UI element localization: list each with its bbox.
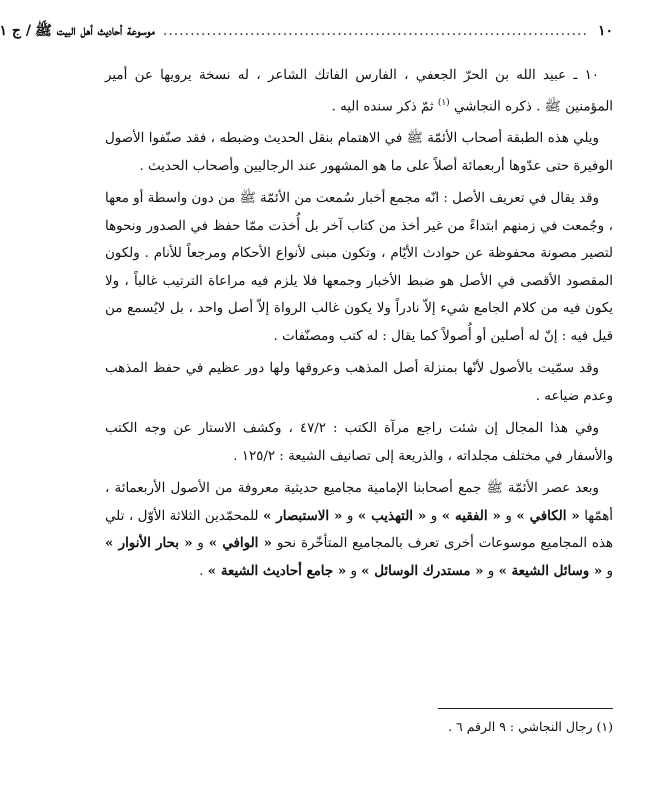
footnote-text: رجال النجاشي : ٩ الرقم ٦ . bbox=[448, 719, 597, 734]
text-run: و bbox=[602, 563, 613, 579]
text-run: و bbox=[500, 508, 517, 524]
bold-title: « الاستبصار » bbox=[263, 507, 343, 524]
text-run: و bbox=[192, 536, 209, 552]
text-run: . bbox=[199, 563, 208, 579]
text-run: وقد سمّيت بالأصول لأنّها بمنزلة أصل المذهب وعروقها ولها دور عظيم في حفظ المذهب وعدم ضياعه . bbox=[105, 361, 613, 404]
footnote bbox=[448, 718, 613, 736]
paragraph bbox=[105, 125, 613, 180]
bold-title: « الفقيه » bbox=[441, 507, 501, 524]
paragraph bbox=[105, 355, 613, 410]
text-run: و bbox=[342, 508, 358, 524]
text-run: ويلي هذه الطبقة أصحاب الأئمّة ﷺ في الاهتمام بنقل الحديث وضبطه ، فقد صنّفوا الأصول الوفيرة حتى عدّوها أربعمائة أصلاً على ما هو المشهور عند الرجاليين وأصحاب الحديث . bbox=[105, 131, 613, 174]
text-run: وقد يقال في تعريف الأصل : انّه مجمع أخبار سُمعت من الأئمّة ﷺ من دون واسطة أو معها ، وجُمعت في زمنهم ابتداءً من غير أخذ من كتاب آخر بل أُخذت ممّا حفظ في الصدور ونحوها لتصير مصونة محفوظة عن حوادث الأيّام ، وتكون مبنى لأنواع الأحكام ومرجعاً للأنام . ولكون المقصود الأقصى في الأصل هو ضبط الأخبار وجمعها فلا يلزم فيه مراعاة الترتيب غالباً ، ولا يكون فيه من كلام الجامع شيء إلاّ نادراً ولا يكون غالب الرواة إلاّ أصل واحد ، بل لايُسمع من قيل فيه : إنّ له أصلين أو أُصولاً كما يقال : له كتب ومصنّفات . bbox=[105, 191, 613, 344]
paragraph bbox=[105, 415, 613, 470]
bold-title: « جامع أحاديث الشيعة » bbox=[207, 562, 347, 579]
text-run: و bbox=[483, 563, 499, 579]
bold-title: « بحار الأنوار » bbox=[105, 535, 193, 552]
text-run: و bbox=[346, 563, 362, 579]
footnote-reference: (١) bbox=[437, 97, 450, 108]
text-run: ١٠ ـ عبيد الله بن الحرّ الجعفي ، الفارس الفاتك الشاعر ، له نسخة يرويها عن أمير المؤمنين ﷺ . ذكره النجاشي bbox=[105, 68, 613, 114]
bold-title: « وسائل الشيعة » bbox=[498, 562, 603, 579]
paragraph bbox=[105, 185, 613, 350]
text-run: وبعد عصر الأئمّة ﷺ جمع أصحابنا الإمامية مجاميع حديثية معروفة من الأصول الأربعمائة ، أهمّها bbox=[105, 481, 614, 524]
footnote-marker: (١) bbox=[596, 719, 613, 734]
paragraph bbox=[105, 475, 613, 585]
text-run: وفي هذا المجال إن شئت راجع مرآة الكتب : ٤٧/٢ ، وكشف الاستار عن وجه الكتب والأسفار في مختلف مجلداته ، والذريعة إلى تصانيف الشيعة : ١٢٥/٢ . bbox=[105, 421, 613, 464]
text-run: ثمّ ذكر سنده اليه . bbox=[331, 98, 438, 114]
bold-title: « الكافي » bbox=[516, 507, 580, 524]
body-text bbox=[105, 62, 613, 585]
text-run: و bbox=[426, 508, 442, 524]
volume-label: / ج ١ bbox=[0, 23, 31, 39]
running-title: موسوعة أحاديث أهل البيت ﷺ bbox=[34, 23, 155, 39]
bold-title: « التهذيب » bbox=[357, 507, 427, 524]
paragraph bbox=[105, 62, 613, 120]
footnote-divider bbox=[438, 708, 613, 709]
document-page bbox=[0, 22, 614, 789]
text-run: للمحمّدين الثلاثة الأوّل ، تلي هذه المجاميع موسوعات أخرى تعرف بالمجاميع المتأخّرة نحو bbox=[105, 508, 613, 552]
bold-title: « الوافي » bbox=[208, 535, 272, 552]
running-header bbox=[0, 22, 613, 44]
page-number: ١٠ bbox=[597, 23, 613, 39]
bold-title: « مستدرك الوسائل » bbox=[361, 562, 484, 579]
header-leader-dots: .............................................................................. bbox=[162, 23, 588, 39]
